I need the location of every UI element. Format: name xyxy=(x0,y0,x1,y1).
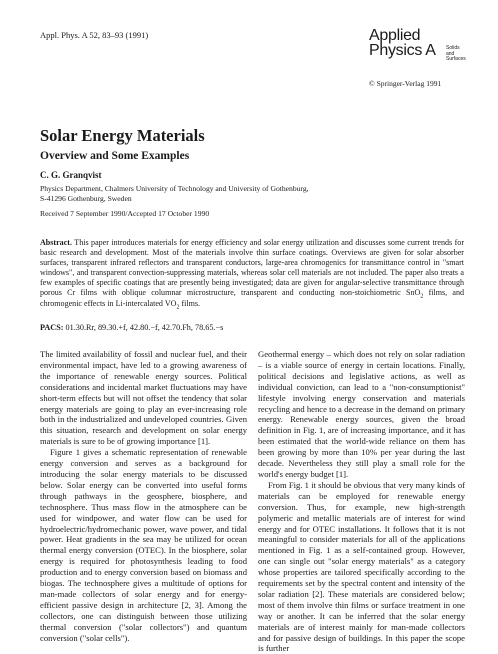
received-dates: Received 7 September 1990/Accepted 17 October 1990 xyxy=(40,209,210,218)
logo-applied-text: Applied xyxy=(369,27,421,44)
pacs-codes xyxy=(40,323,223,332)
copyright-notice: © Springer-Verlag 1991 xyxy=(369,79,442,88)
logo-sub-surfaces: Surfaces xyxy=(446,56,466,62)
paragraph-right-1: Geothermal energy – which does not rely on solar radiation – is a viable source of energy in certain locations. Finally, political decisions and legislative actions, as well as individual conviction, can lead to a "non-consumptionist" lifestyle involving energy conservation and materials recycling and hence to a decrease in the demand on primary energy. Renewable energy sources, given the broad definition in Fig. 1, are of increasing importance, and it has been estimated that the world-wide reliance on them has been growing by more than 10% per year during the last decade. Nevertheless they still play a small role for the world's energy budget [1]. xyxy=(258,349,465,479)
body-column-left xyxy=(40,349,247,643)
abstract-text-3: films. xyxy=(179,298,201,308)
abstract-label: Abstract. xyxy=(40,238,72,247)
journal-logo xyxy=(369,28,467,72)
article-author: C. G. Granqvist xyxy=(40,170,102,180)
abstract-subscript-1: 2 xyxy=(420,294,424,301)
logo-sub-and: and xyxy=(446,50,455,57)
paragraph-left-2: Figure 1 gives a schematic representation of renewable energy conversion and serves as a background for introducing the solar energy materials to be discussed below. Solar energy can be converted into useful forms through pathways in the geosphere, biosphere, and technosphere. Thus mass flow in the atmosphere can be used for windpower, and water flow can be used for hydroelectric/hydromechanic power, wave power, and tidal power. Heat gradients in the sea may be utilized for ocean thermal energy conversion (OTEC). In the biosphere, solar energy is required for photosynthesis leading to food production and to energy conversion based on biomass and biogas. The technosphere gives a multitude of options for man-made collectors of solar energy and for energy-efficient passive design in architecture [2, 3]. Among the collectors, one can distinguish between those utilizing thermal conversion ("solar collectors") and quantum conversion ("solar cells"). xyxy=(40,447,247,643)
pacs-values: 01.30.Rr, 89.30.+f, 42.80.−f, 42.70.Fh, 78.65.−s xyxy=(63,323,224,332)
paragraph-left-1: The limited availability of fossil and nuclear fuel, and their environmental impact, have led to a growing awareness of the importance of renewable energy sources. Political considerations and incidental market fluctuations may have short-term effects but will not offset the tendency that solar energy materials are going to play an ever-increasing role both in the industrialized and undeveloped countries. Given this situation, research and development on solar energy materials is sure to be of growing importance [1]. xyxy=(40,349,247,447)
affiliation-line-1: Physics Department, Chalmers University of Technology and University of Gothenburg, xyxy=(40,184,309,193)
abstract-subscript-2: 2 xyxy=(176,304,180,311)
affiliation-line-2: S-41296 Gothenburg, Sweden xyxy=(40,194,132,203)
article-subtitle: Overview and Some Examples xyxy=(40,150,190,162)
author-affiliation xyxy=(40,184,400,204)
abstract-text-1: This paper introduces materials for energy efficiency and solar energy utilization and discusses some current trends for basic research and development. Most of the materials involve thin surface coatings. Overviews are given for solar absorber surfaces, transparent infrared reflectors and transparent conductors, large-area chromogenics for transmittance control in "smart windows", and transparent convection-suppressing materials, whereas solar cell materials are not included. The paper also treats a few examples of specific coatings that are presently being investigated; data are given for angular-selective transmittance through porous Cr films with oblique columnar microstructure, transparent and conducting non-stoichiometric SnO xyxy=(40,238,464,298)
journal-reference: Appl. Phys. A 52, 83–93 (1991) xyxy=(40,30,149,40)
logo-physics-text: Physics A xyxy=(369,42,436,59)
abstract xyxy=(40,238,464,309)
article-title: Solar Energy Materials xyxy=(40,126,205,145)
logo-sub-solids: Solids xyxy=(446,45,460,51)
logo-subtitle xyxy=(446,46,468,63)
body-column-right xyxy=(258,349,465,654)
pacs-label: PACS: xyxy=(40,323,64,332)
abstract-text-2: films, and chromogenic effects in Li-intercalated VO xyxy=(40,288,464,308)
paragraph-right-2: From Fig. 1 it should be obvious that very many kinds of materials can be employed for renewable energy conversion. Thus, for example, new high-strength polymeric and metallic materials are of interest for wind energy and for OTEC installations. It follows that it is not meaningful to consider materials for all of the applications mentioned in Fig. 1 as a self-contained group. However, one can single out "solar energy materials" as a category whose properties are tailored specifically according to the requirements set by the spectral content and intensity of the solar radiation [2]. These materials are considered below; most of them involve thin films or surface treatment in one way or another. It can be inferred that the solar energy materials are of interest mainly for man-made collectors and for passive design of buildings. In this paper the scope is further xyxy=(258,479,465,654)
